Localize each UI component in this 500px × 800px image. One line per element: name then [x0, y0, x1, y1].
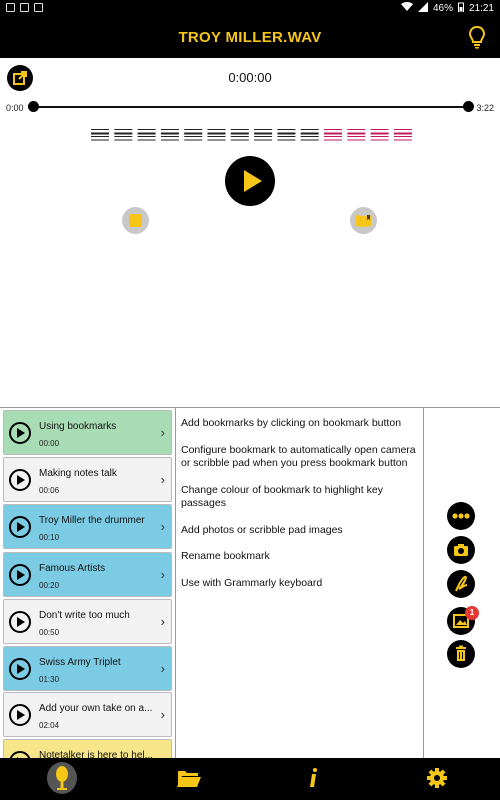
play-bookmark-icon[interactable] — [9, 658, 31, 680]
waveform-segment — [394, 129, 412, 130]
bookmark-time: 01:30 — [39, 675, 60, 684]
waveform-segment — [324, 136, 342, 137]
bookmark-name: Don't write too much — [39, 610, 130, 621]
waveform-segment — [254, 133, 272, 135]
info-icon — [283, 758, 343, 800]
bookmark-name: Making notes talk — [39, 468, 117, 479]
current-time: 0:00:00 — [228, 70, 272, 85]
waveform-segment — [371, 129, 389, 130]
waveform-segment — [114, 140, 132, 141]
waveform-segment — [254, 136, 272, 137]
microphone-icon — [47, 762, 77, 794]
bookmark-item[interactable] — [3, 552, 172, 597]
seek-bar[interactable] — [33, 106, 469, 108]
waveform-segment — [231, 133, 249, 135]
chevron-right-icon[interactable]: › — [160, 472, 165, 487]
bookmark-time: 00:20 — [39, 581, 60, 590]
waveform-segment — [394, 133, 412, 135]
waveform-segment — [161, 136, 179, 137]
bookmark-tips — [181, 417, 421, 603]
stop-icon — [129, 214, 142, 227]
tip-text: Add photos or scribble pad images — [181, 523, 343, 536]
bookmark-item[interactable] — [3, 457, 172, 502]
nav-files[interactable] — [158, 758, 218, 800]
waveform-segment — [301, 140, 319, 141]
gallery-notification-icon — [6, 3, 15, 12]
waveform-segment — [184, 136, 202, 137]
play-bookmark-icon[interactable] — [9, 751, 31, 758]
chevron-right-icon[interactable]: › — [160, 661, 165, 676]
bottom-nav — [0, 758, 500, 800]
stop-button[interactable] — [122, 207, 149, 234]
waveform-segment — [91, 140, 109, 141]
bookmark-name: Using bookmarks — [39, 421, 117, 432]
waveform-segment — [91, 129, 109, 130]
waveform-segment — [301, 133, 319, 135]
gear-icon — [407, 758, 467, 800]
status-bar — [0, 0, 500, 16]
delete-button[interactable] — [447, 640, 475, 668]
waveform-segment — [184, 133, 202, 135]
more-options-button[interactable] — [447, 502, 475, 530]
tip-text: Change colour of bookmark to highlight key passages — [181, 483, 383, 509]
seek-end-marker — [463, 101, 474, 112]
play-button[interactable] — [225, 156, 275, 206]
bookmark-book-icon — [350, 207, 377, 234]
battery-percent: 46% — [432, 3, 453, 14]
bookmark-name: Troy Miller the drummer — [39, 515, 145, 526]
waveform-segment — [254, 140, 272, 141]
bookmark-name: Swiss Army Triplet — [39, 657, 121, 668]
waveform-segment — [277, 133, 295, 135]
waveform-segment — [394, 140, 412, 141]
camera-button[interactable] — [447, 536, 475, 564]
seek-handle[interactable] — [28, 101, 39, 112]
bookmark-item[interactable] — [3, 504, 172, 549]
folder-open-icon — [158, 758, 218, 800]
waveform-segment — [114, 129, 132, 130]
nav-settings[interactable] — [407, 758, 467, 800]
image-count-badge: 1 — [465, 606, 479, 620]
bookmark-item[interactable] — [3, 739, 172, 758]
bookmark-item[interactable] — [3, 692, 172, 737]
waveform-segment — [231, 140, 249, 141]
waveform-segment — [277, 140, 295, 141]
waveform-segment — [371, 133, 389, 135]
waveform-segment — [301, 129, 319, 130]
chevron-right-icon[interactable]: › — [160, 425, 165, 440]
nav-record[interactable] — [32, 758, 92, 800]
waveform-segment — [277, 129, 295, 130]
waveform-segment — [371, 136, 389, 137]
sync-notification-icon — [20, 3, 29, 12]
lightbulb-icon[interactable] — [468, 25, 486, 54]
track-start-time: 0:00 — [6, 103, 24, 113]
waveform-segment — [371, 140, 389, 141]
waveform-segment — [347, 133, 365, 135]
record-tab-highlight — [47, 762, 77, 794]
waveform-segment — [231, 136, 249, 137]
waveform-segment — [138, 133, 156, 135]
trash-icon — [447, 640, 475, 668]
tip-text: Add bookmarks by clicking on bookmark button — [181, 417, 402, 429]
tip-text: Use with Grammarly keyboard — [181, 576, 323, 589]
waveform-segment — [91, 133, 109, 135]
waveform-segment — [277, 136, 295, 137]
bookmark-time: 00:00 — [39, 439, 60, 448]
bookmark-time: 00:06 — [39, 486, 60, 495]
waveform-segment — [254, 129, 272, 130]
wifi-icon — [401, 2, 413, 15]
waveform — [91, 128, 417, 142]
scribble-pen-icon — [447, 570, 475, 598]
bookmark-name: Add your own take on a... — [39, 703, 153, 714]
waveform-segment — [208, 136, 226, 137]
chevron-right-icon[interactable]: › — [160, 707, 165, 722]
waveform-segment — [161, 133, 179, 135]
bookmark-item[interactable] — [3, 599, 172, 644]
nav-info[interactable] — [283, 758, 343, 800]
waveform-segment — [208, 133, 226, 135]
signal-icon — [418, 2, 428, 15]
waveform-segment — [324, 140, 342, 141]
waveform-segment — [161, 140, 179, 141]
waveform-segment — [301, 136, 319, 137]
waveform-segment — [114, 133, 132, 135]
play-bookmark-icon[interactable] — [9, 469, 31, 491]
chevron-right-icon[interactable]: › — [160, 614, 165, 629]
waveform-segment — [347, 136, 365, 137]
bookmark-list[interactable] — [0, 408, 176, 758]
waveform-segment — [138, 140, 156, 141]
bookmark-item[interactable] — [3, 646, 172, 691]
waveform-segment — [161, 129, 179, 130]
chevron-right-icon[interactable]: › — [160, 519, 165, 534]
recording-title: TROY MILLER.WAV — [178, 29, 322, 46]
play-bookmark-icon[interactable] — [9, 422, 31, 444]
clock: 21:21 — [468, 3, 494, 14]
flipboard-notification-icon — [34, 3, 43, 12]
play-icon — [225, 156, 275, 206]
waveform-segment — [394, 136, 412, 137]
play-bookmark-icon[interactable] — [9, 611, 31, 633]
waveform-segment — [138, 129, 156, 130]
waveform-segment — [208, 129, 226, 130]
bookmark-time: 00:50 — [39, 628, 60, 637]
bookmark-name: Famous Artists — [39, 563, 106, 574]
waveform-segment — [91, 136, 109, 137]
waveform-segment — [347, 140, 365, 141]
waveform-segment — [208, 140, 226, 141]
play-bookmark-icon[interactable] — [9, 564, 31, 586]
waveform-segment — [324, 133, 342, 135]
waveform-segment — [114, 136, 132, 137]
waveform-segment — [324, 129, 342, 130]
add-bookmark-button[interactable] — [350, 207, 377, 234]
play-bookmark-icon[interactable] — [9, 704, 31, 726]
waveform-segment — [231, 129, 249, 130]
app-bar — [0, 16, 500, 58]
tip-text: Rename bookmark — [181, 550, 270, 562]
tip-text: Configure bookmark to automatically open camera or scribble pad when you press bookmark button — [181, 443, 416, 469]
scribble-pad-button[interactable] — [447, 570, 475, 598]
divider — [423, 408, 424, 758]
bookmark-time: 02:04 — [39, 721, 60, 730]
bookmark-panel — [0, 407, 500, 758]
bookmark-name: Notetalker is here to hel... — [39, 750, 153, 758]
waveform-segment — [184, 140, 202, 141]
bookmark-time: 00:10 — [39, 533, 60, 542]
chevron-right-icon[interactable]: › — [160, 567, 165, 582]
waveform-segment — [347, 129, 365, 130]
track-end-time: 3:22 — [476, 103, 494, 113]
waveform-segment — [184, 129, 202, 130]
camera-icon — [447, 536, 475, 564]
play-bookmark-icon[interactable] — [9, 516, 31, 538]
more-dots-icon — [447, 502, 475, 530]
bookmark-item[interactable] — [3, 410, 172, 455]
battery-icon — [458, 2, 464, 15]
waveform-segment — [138, 136, 156, 137]
